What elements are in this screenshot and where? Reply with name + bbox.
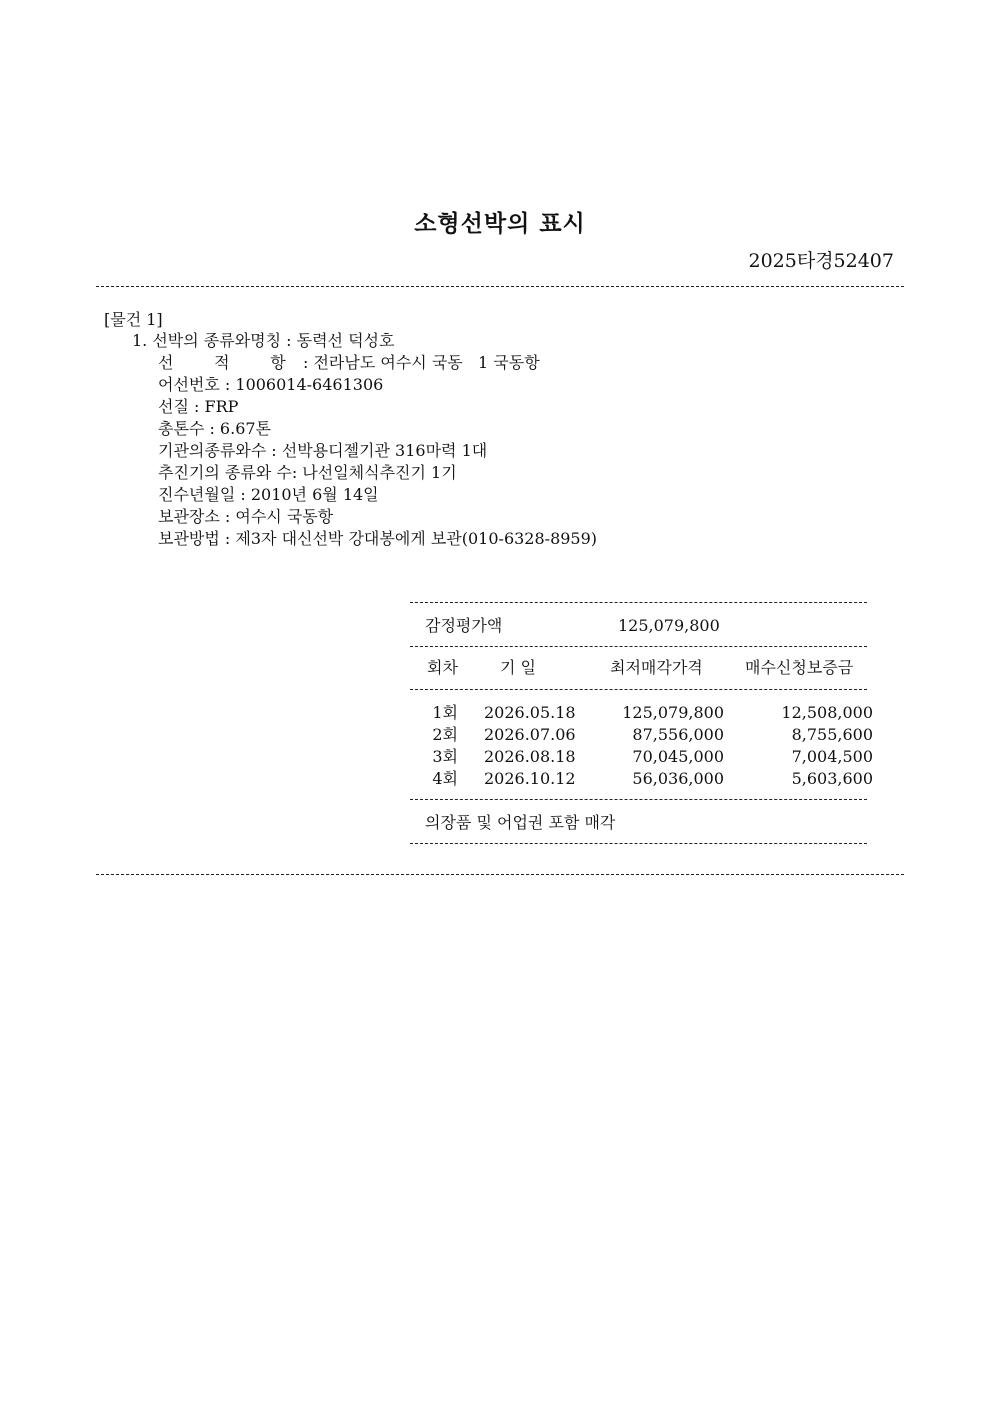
appraisal-value: 125,079,800 bbox=[618, 616, 720, 635]
case-number: 2025타경52407 bbox=[748, 250, 894, 272]
row-round: 1회 bbox=[432, 703, 458, 722]
row-date: 2026.10.12 bbox=[484, 769, 576, 788]
row-round: 3회 bbox=[432, 747, 458, 766]
ship-name-line: 1. 선박의 종류와명칭 : 동력선 덕성호 bbox=[132, 331, 395, 350]
row-round: 2회 bbox=[432, 725, 458, 744]
home-port-value: : 전라남도 여수시 국동 1 국동항 bbox=[303, 353, 540, 372]
storage-place: 보관장소 : 여수시 국동항 bbox=[158, 507, 334, 526]
row-min-price: 56,036,000 bbox=[632, 769, 724, 788]
row-deposit: 5,603,600 bbox=[791, 769, 873, 788]
hull-material: 선질 : FRP bbox=[158, 397, 239, 416]
row-date: 2026.08.18 bbox=[484, 747, 576, 766]
row-min-price: 70,045,000 bbox=[632, 747, 724, 766]
table-divider bbox=[410, 799, 867, 800]
table-divider bbox=[410, 646, 867, 647]
page-title: 소형선박의 표시 bbox=[414, 211, 586, 237]
header-min-price: 최저매각가격 bbox=[610, 658, 703, 677]
header-date: 기 일 bbox=[500, 658, 536, 677]
row-min-price: 125,079,800 bbox=[622, 703, 724, 722]
row-deposit: 7,004,500 bbox=[791, 747, 873, 766]
fishing-number: 어선번호 : 1006014-6461306 bbox=[158, 375, 384, 394]
row-deposit: 8,755,600 bbox=[791, 725, 873, 744]
home-port-label: 선 적 항 bbox=[158, 353, 286, 372]
appraisal-label: 감정평가액 bbox=[425, 616, 503, 635]
item-label: [물건 1] bbox=[104, 310, 163, 329]
sale-note: 의장품 및 어업권 포함 매각 bbox=[425, 813, 616, 832]
row-min-price: 87,556,000 bbox=[632, 725, 724, 744]
table-divider bbox=[410, 689, 867, 690]
propulsion-info: 추진기의 종류와 수: 나선일체식추진기 1기 bbox=[158, 463, 457, 482]
divider-top bbox=[96, 286, 904, 287]
storage-method: 보관방법 : 제3자 대신선박 강대봉에게 보관(010-6328-8959) bbox=[158, 529, 598, 548]
table-divider bbox=[410, 602, 867, 603]
header-round: 회차 bbox=[427, 658, 458, 677]
table-divider bbox=[410, 843, 867, 844]
gross-tonnage: 총톤수 : 6.67톤 bbox=[158, 419, 272, 438]
divider-bottom bbox=[96, 874, 904, 875]
row-date: 2026.05.18 bbox=[484, 703, 576, 722]
row-deposit: 12,508,000 bbox=[781, 703, 873, 722]
launch-date: 진수년월일 : 2010년 6월 14일 bbox=[158, 485, 379, 504]
engine-info: 기관의종류와수 : 선박용디젤기관 316마력 1대 bbox=[158, 441, 488, 460]
header-deposit: 매수신청보증금 bbox=[745, 658, 854, 677]
row-round: 4회 bbox=[432, 769, 458, 788]
row-date: 2026.07.06 bbox=[484, 725, 576, 744]
